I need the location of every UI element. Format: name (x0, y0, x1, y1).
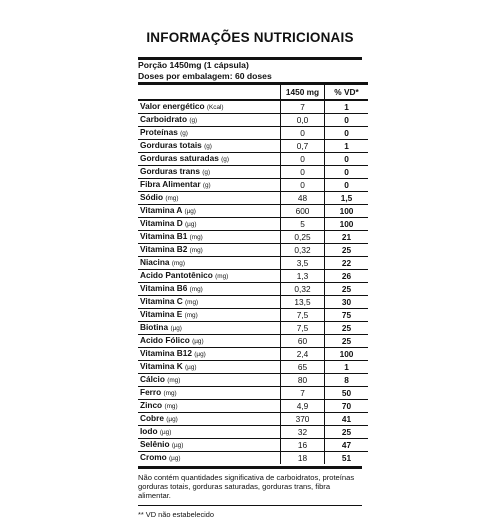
nutrient-name: Vitamina B12 (140, 348, 192, 358)
nutrient-name: Niacina (140, 257, 170, 267)
nutrient-vd: 21 (325, 231, 369, 244)
nutrient-unit: (g) (180, 130, 188, 137)
nutrient-name-cell (138, 387, 281, 400)
nutrient-vd: 75 (325, 309, 369, 322)
nutrient-name-cell (138, 309, 281, 322)
table-row (138, 153, 368, 166)
nutrient-name: Vitamina D (140, 218, 183, 228)
nutrient-name: Sódio (140, 192, 164, 202)
nutrient-unit: (mg) (164, 403, 178, 410)
nutrient-name-cell (138, 296, 281, 309)
nutrient-name: Carboidrato (140, 114, 188, 124)
table-row (138, 452, 368, 465)
table-header-row (138, 84, 368, 101)
nutrient-name-cell (138, 179, 281, 192)
nutrient-unit: (mg) (167, 377, 181, 384)
table-row (138, 100, 368, 114)
nutrient-amount: 60 (281, 335, 325, 348)
nutrient-name-cell (138, 322, 281, 335)
table-row (138, 374, 368, 387)
nutrient-amount: 18 (281, 452, 325, 465)
footnote-text: ** VD não estabelecido (138, 505, 362, 519)
nutrient-name-cell (138, 400, 281, 413)
nutrient-vd: 100 (325, 348, 369, 361)
nutrient-vd: 47 (325, 439, 369, 452)
nutrient-vd: 100 (325, 205, 369, 218)
nutrient-vd: 41 (325, 413, 369, 426)
nutrient-amount: 7 (281, 100, 325, 114)
nutrient-amount: 0 (281, 179, 325, 192)
table-row (138, 322, 368, 335)
nutrient-name: Vitamina K (140, 361, 183, 371)
nutrient-vd: 25 (325, 335, 369, 348)
nutrient-vd: 51 (325, 452, 369, 465)
nutrient-name: Gorduras saturadas (140, 153, 219, 163)
nutrient-amount: 0 (281, 127, 325, 140)
nutrient-vd: 1 (325, 100, 369, 114)
nutrient-unit: (g) (221, 156, 229, 163)
nutrient-name: Ferro (140, 387, 162, 397)
table-row (138, 205, 368, 218)
nutrient-name-cell (138, 127, 281, 140)
table-row (138, 166, 368, 179)
nutrient-amount: 7 (281, 387, 325, 400)
nutrient-name: Fibra Alimentar (140, 179, 201, 189)
nutrient-vd: 30 (325, 296, 369, 309)
nutrient-name-cell (138, 192, 281, 205)
table-row (138, 114, 368, 127)
nutrient-name: Valor energético (140, 101, 205, 111)
nutrient-unit: (µg) (166, 416, 178, 423)
nutrient-vd: 25 (325, 322, 369, 335)
nutrient-amount: 0,7 (281, 140, 325, 153)
doses-text: Doses por embalagem: 60 doses (138, 71, 272, 81)
nutrient-unit: (g) (189, 117, 198, 124)
nutrition-table (138, 82, 368, 464)
nutrient-amount: 0 (281, 166, 325, 179)
nutrient-name: Cálcio (140, 374, 165, 384)
nutrient-name: Iodo (140, 426, 158, 436)
nutrient-unit: (mg) (189, 234, 203, 241)
nutrient-amount: 0,32 (281, 244, 325, 257)
notes-text: Não contém quantidades significativa de carboidratos, proteínas gorduras totais, gorduras saturadas, gorduras trans, fibra alimentar. (138, 466, 362, 501)
nutrient-name-cell (138, 244, 281, 257)
nutrient-vd: 25 (325, 426, 369, 439)
nutrient-unit: (mg) (171, 260, 185, 267)
table-row (138, 335, 368, 348)
nutrient-vd: 26 (325, 270, 369, 283)
nutrient-unit: (mg) (185, 299, 199, 306)
nutrient-unit: (µg) (184, 208, 196, 215)
nutrient-amount: 600 (281, 205, 325, 218)
nutrient-amount: 13,5 (281, 296, 325, 309)
nutrient-name-cell (138, 374, 281, 387)
nutrient-amount: 32 (281, 426, 325, 439)
nutrient-name-cell (138, 140, 281, 153)
nutrient-name: Vitamina B1 (140, 231, 188, 241)
nutrient-unit: (Kcal) (206, 104, 224, 111)
nutrient-name-cell (138, 439, 281, 452)
table-row (138, 439, 368, 452)
nutrient-vd: 1,5 (325, 192, 369, 205)
nutrient-vd: 22 (325, 257, 369, 270)
nutrient-name-cell (138, 100, 281, 114)
table-row (138, 361, 368, 374)
table-row (138, 348, 368, 361)
nutrient-amount: 370 (281, 413, 325, 426)
nutrient-name: Vitamina A (140, 205, 183, 215)
nutrient-unit: (µg) (194, 351, 206, 358)
table-row (138, 387, 368, 400)
table-row (138, 179, 368, 192)
portion-text: Porção 1450mg (1 cápsula) (138, 60, 249, 70)
nutrient-name: Cromo (140, 452, 167, 462)
nutrient-unit: (mg) (189, 247, 203, 254)
nutrition-facts-label (138, 30, 362, 519)
nutrient-amount: 0 (281, 153, 325, 166)
table-row (138, 283, 368, 296)
table-row (138, 140, 368, 153)
nutrient-name: Cobre (140, 413, 164, 423)
nutrient-name-cell (138, 348, 281, 361)
nutrient-unit: (mg) (163, 390, 177, 397)
nutrient-name: Proteínas (140, 127, 178, 137)
table-row (138, 296, 368, 309)
table-row (138, 192, 368, 205)
nutrient-name-cell (138, 335, 281, 348)
nutrient-vd: 25 (325, 244, 369, 257)
nutrient-unit: (µg) (169, 455, 181, 462)
table-row (138, 218, 368, 231)
nutrient-amount: 16 (281, 439, 325, 452)
nutrient-name: Acido Pantotênico (140, 270, 213, 280)
nutrient-amount: 0,0 (281, 114, 325, 127)
nutrient-amount: 0,32 (281, 283, 325, 296)
nutrient-name: Vitamina C (140, 296, 183, 306)
nutrient-vd: 0 (325, 179, 369, 192)
nutrient-vd: 1 (325, 140, 369, 153)
nutrient-name-cell (138, 218, 281, 231)
nutrient-amount: 1,3 (281, 270, 325, 283)
table-row (138, 426, 368, 439)
table-row (138, 309, 368, 322)
nutrient-name-cell (138, 153, 281, 166)
nutrient-vd: 8 (325, 374, 369, 387)
nutrient-name-cell (138, 166, 281, 179)
nutrient-name: Zinco (140, 400, 163, 410)
table-row (138, 231, 368, 244)
nutrient-name-cell (138, 283, 281, 296)
nutrient-name-cell (138, 413, 281, 426)
nutrient-vd: 1 (325, 361, 369, 374)
nutrient-unit: (µg) (171, 442, 184, 449)
nutrient-name-cell (138, 452, 281, 465)
nutrient-vd: 50 (325, 387, 369, 400)
nutrient-name-cell (138, 114, 281, 127)
nutrient-unit: (µg) (170, 325, 182, 332)
nutrient-unit: (mg) (184, 312, 198, 319)
nutrient-unit: (mg) (215, 273, 229, 280)
nutrient-name: Selênio (140, 439, 170, 449)
table-row (138, 244, 368, 257)
nutrient-amount: 3,5 (281, 257, 325, 270)
nutrient-unit: (mg) (165, 195, 179, 202)
nutrient-unit: (µg) (159, 429, 172, 436)
nutrient-unit: (g) (204, 143, 212, 150)
nutrient-name: Vitamina B2 (140, 244, 188, 254)
nutrient-name: Gorduras trans (140, 166, 200, 176)
label-title: INFORMAÇÕES NUTRICIONAIS (146, 30, 354, 45)
nutrient-vd: 0 (325, 153, 369, 166)
table-row (138, 257, 368, 270)
nutrient-amount: 2,4 (281, 348, 325, 361)
nutrient-name-cell (138, 426, 281, 439)
nutrient-amount: 48 (281, 192, 325, 205)
table-row (138, 400, 368, 413)
nutrient-name: Biotina (140, 322, 169, 332)
nutrient-unit: (mg) (189, 286, 203, 293)
header-name-cell (138, 84, 281, 101)
nutrient-amount: 4,9 (281, 400, 325, 413)
nutrient-name-cell (138, 270, 281, 283)
nutrient-name-cell (138, 257, 281, 270)
nutrient-amount: 80 (281, 374, 325, 387)
nutrient-name-cell (138, 361, 281, 374)
nutrient-name: Gorduras totais (140, 140, 202, 150)
nutrient-amount: 7,5 (281, 322, 325, 335)
table-row (138, 270, 368, 283)
nutrient-name: Acido Fólico (140, 335, 190, 345)
nutrient-unit: (g) (202, 182, 211, 189)
nutrient-unit: (µg) (185, 221, 197, 228)
nutrient-vd: 0 (325, 127, 369, 140)
nutrient-vd: 70 (325, 400, 369, 413)
nutrition-rows (138, 100, 368, 464)
table-row (138, 413, 368, 426)
nutrient-unit: (g) (202, 169, 211, 176)
header-amount: 1450 mg (281, 84, 325, 101)
nutrient-unit: (µg) (192, 338, 204, 345)
nutrient-name-cell (138, 205, 281, 218)
nutrient-amount: 0,25 (281, 231, 325, 244)
table-row (138, 127, 368, 140)
nutrient-name-cell (138, 231, 281, 244)
nutrient-amount: 65 (281, 361, 325, 374)
nutrient-unit: (µg) (185, 364, 197, 371)
nutrient-amount: 5 (281, 218, 325, 231)
header-vd: % VD* (325, 84, 369, 101)
nutrient-vd: 25 (325, 283, 369, 296)
nutrient-name: Vitamina B6 (140, 283, 188, 293)
nutrient-vd: 0 (325, 166, 369, 179)
nutrient-name: Vitamina E (140, 309, 183, 319)
nutrient-amount: 7,5 (281, 309, 325, 322)
nutrient-vd: 0 (325, 114, 369, 127)
nutrient-vd: 100 (325, 218, 369, 231)
